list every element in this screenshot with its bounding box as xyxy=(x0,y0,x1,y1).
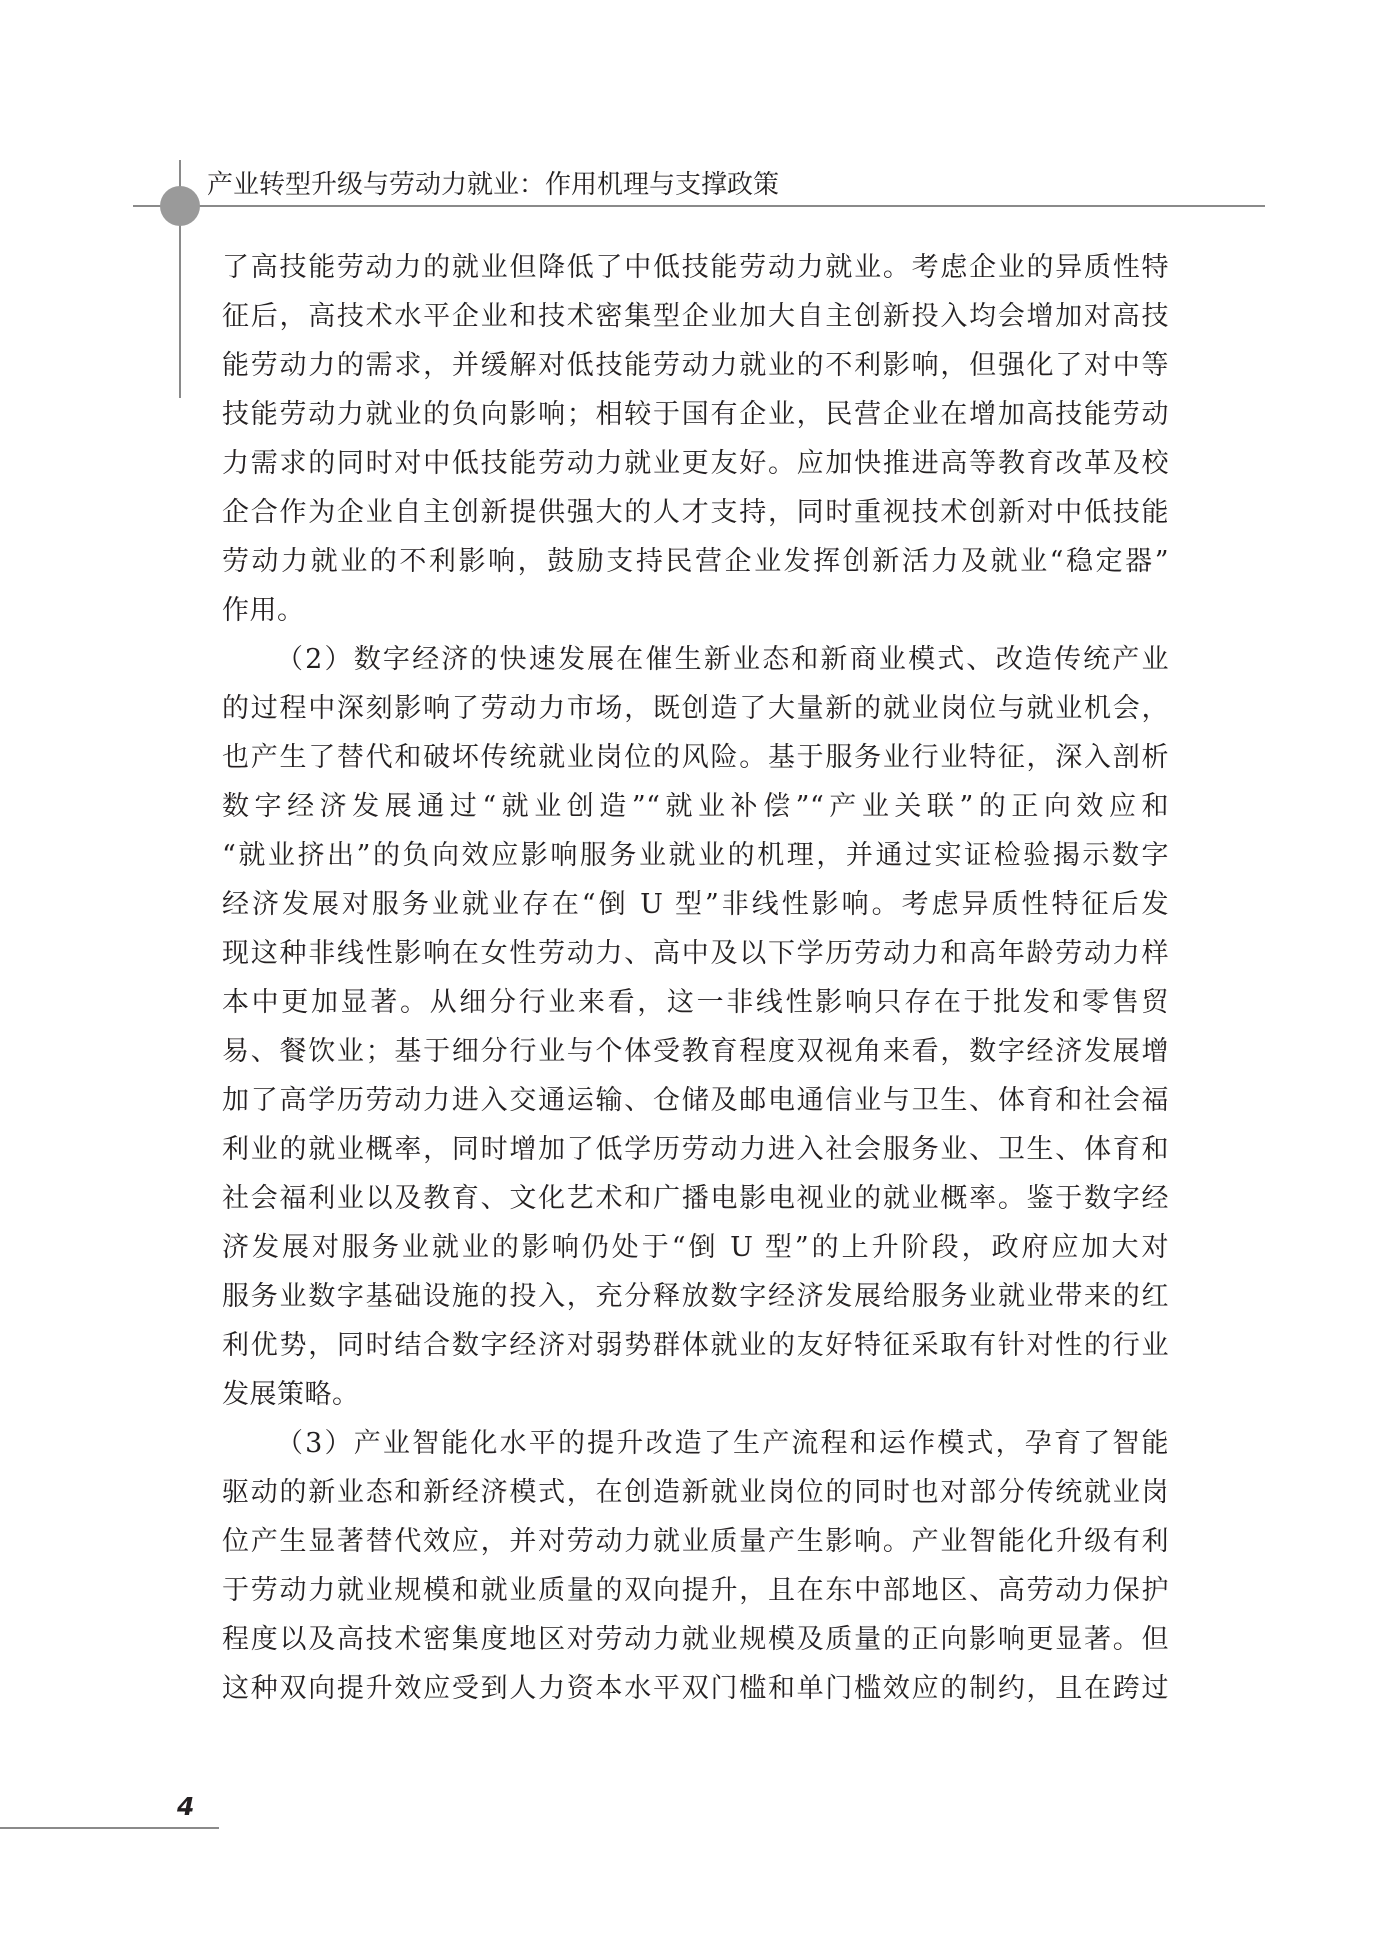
header-horizontal-rule xyxy=(133,205,1265,207)
text-line: 服务业数字基础设施的投入，充分释放数字经济发展给服务业就业带来的红 xyxy=(222,1281,1169,1312)
text-line: 能劳动力的需求，并缓解对低技能劳动力就业的不利影响，但强化了对中等 xyxy=(222,350,1169,381)
text-line: 企合作为企业自主创新提供强大的人才支持，同时重视技术创新对中低技能 xyxy=(222,497,1169,528)
text-line: 加了高学历劳动力进入交通运输、仓储及邮电通信业与卫生、体育和社会福 xyxy=(222,1085,1169,1116)
text-line: 本中更加显著。从细分行业来看，这一非线性影响只存在于批发和零售贸 xyxy=(222,987,1169,1018)
text-line: 数字经济发展通过“就业创造”“就业补偿”“产业关联”的正向效应和 xyxy=(222,791,1169,822)
text-line: 了高技能劳动力的就业但降低了中低技能劳动力就业。考虑企业的异质性特 xyxy=(222,252,1169,283)
text-line: 利优势，同时结合数字经济对弱势群体就业的友好特征采取有针对性的行业 xyxy=(222,1330,1169,1361)
text-line: 也产生了替代和破坏传统就业岗位的风险。基于服务业行业特征，深入剖析 xyxy=(222,742,1169,773)
footer-rule xyxy=(0,1827,219,1829)
text-line: 程度以及高技术密集度地区对劳动力就业规模及质量的正向影响更显著。但 xyxy=(222,1624,1169,1655)
text-line: 作用。 xyxy=(222,595,305,626)
text-line: 的过程中深刻影响了劳动力市场，既创造了大量新的就业岗位与就业机会， xyxy=(222,693,1169,724)
text-line: 现这种非线性影响在女性劳动力、高中及以下学历劳动力和高年龄劳动力样 xyxy=(222,938,1169,969)
text-line: 驱动的新业态和新经济模式，在创造新就业岗位的同时也对部分传统就业岗 xyxy=(222,1477,1169,1508)
text-line: 济发展对服务业就业的影响仍处于“倒 U 型”的上升阶段，政府应加大对 xyxy=(222,1232,1169,1263)
text-line: 易、餐饮业；基于细分行业与个体受教育程度双视角来看，数字经济发展增 xyxy=(222,1036,1169,1067)
running-title: 产业转型升级与劳动力就业：作用机理与支撑政策 xyxy=(207,170,780,200)
text-line: 技能劳动力就业的负向影响；相较于国有企业，民营企业在增加高技能劳动 xyxy=(222,399,1169,430)
text-line: （3）产业智能化水平的提升改造了生产流程和运作模式，孕育了智能 xyxy=(276,1428,1169,1459)
text-line: 征后，高技术水平企业和技术密集型企业加大自主创新投入均会增加对高技 xyxy=(222,301,1169,332)
text-line: 位产生显著替代效应，并对劳动力就业质量产生影响。产业智能化升级有利 xyxy=(222,1526,1169,1557)
text-line: （2）数字经济的快速发展在催生新业态和新商业模式、改造传统产业 xyxy=(276,644,1169,675)
text-line: 这种双向提升效应受到人力资本水平双门槛和单门槛效应的制约，且在跨过 xyxy=(222,1673,1169,1704)
header-circle-ornament xyxy=(160,186,200,226)
text-line: 经济发展对服务业就业存在“倒 U 型”非线性影响。考虑异质性特征后发 xyxy=(222,889,1169,920)
text-line: 于劳动力就业规模和就业质量的双向提升，且在东中部地区、高劳动力保护 xyxy=(222,1575,1169,1606)
text-line: “就业挤出”的负向效应影响服务业就业的机理，并通过实证检验揭示数字 xyxy=(222,840,1169,871)
text-line: 发展策略。 xyxy=(222,1379,360,1410)
text-line: 力需求的同时对中低技能劳动力就业更友好。应加快推进高等教育改革及校 xyxy=(222,448,1169,479)
text-line: 社会福利业以及教育、文化艺术和广播电影电视业的就业概率。鉴于数字经 xyxy=(222,1183,1169,1214)
body-text xyxy=(222,243,1169,1713)
text-line: 劳动力就业的不利影响，鼓励支持民营企业发挥创新活力及就业“稳定器” xyxy=(222,546,1169,577)
text-line: 利业的就业概率，同时增加了低学历劳动力进入社会服务业、卫生、体育和 xyxy=(222,1134,1169,1165)
page-number: 4 xyxy=(177,1792,195,1821)
